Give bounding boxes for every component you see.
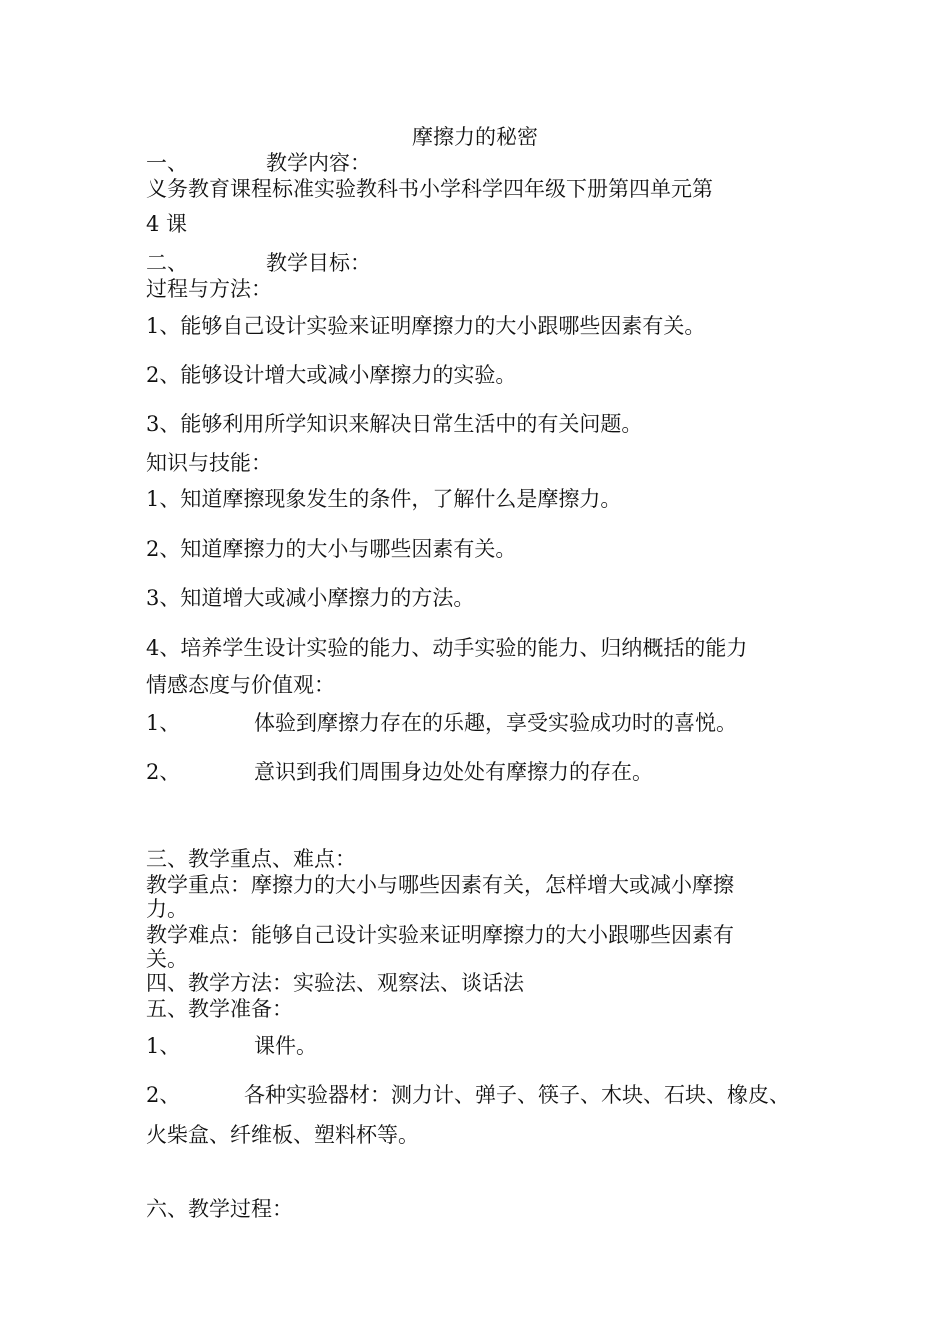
section-2-heading — [146, 250, 371, 276]
item-number: 2、 — [146, 1083, 181, 1107]
process-item-3: 3、能够利用所学知识来解决日常生活中的有关问题。 — [146, 412, 643, 436]
process-item-1: 1、能够自己设计实验来证明摩擦力的大小跟哪些因素有关。 — [146, 314, 706, 338]
emotion-item-2 — [146, 759, 653, 785]
section-number: 二、 — [146, 251, 188, 275]
section-number: 一、 — [146, 151, 188, 175]
section-title: 教学内容： — [266, 151, 371, 175]
knowledge-item-1: 1、知道摩擦现象发生的条件，了解什么是摩擦力。 — [146, 487, 622, 511]
prep-line-3: 火柴盒、纤维板、塑料杯等。 — [146, 1123, 419, 1147]
item-number: 1、 — [146, 711, 181, 735]
focus-line-2: 力。 — [146, 897, 188, 921]
item-number: 2、 — [146, 760, 181, 784]
document-title: 摩擦力的秘密 — [412, 125, 538, 149]
knowledge-heading: 知识与技能： — [146, 451, 272, 475]
section-5-heading: 五、教学准备： — [146, 997, 293, 1021]
section-title: 教学目标： — [266, 251, 371, 275]
knowledge-item-3: 3、知道增大或减小摩擦力的方法。 — [146, 586, 475, 610]
emotion-item-1 — [146, 710, 737, 736]
item-text: 体验到摩擦力存在的乐趣，享受实验成功时的喜悦。 — [254, 711, 737, 735]
process-item-2: 2、能够设计增大或减小摩擦力的实验。 — [146, 363, 517, 387]
item-text: 意识到我们周围身边处处有摩擦力的存在。 — [254, 760, 653, 784]
difficulty-line-1: 教学难点：能够自己设计实验来证明摩擦力的大小跟哪些因素有 — [146, 923, 734, 947]
section-6-heading: 六、教学过程： — [146, 1197, 293, 1221]
emotion-heading: 情感态度与价值观： — [146, 673, 335, 697]
prep-item-1 — [146, 1033, 317, 1059]
content-line-2: 4 课 — [146, 212, 188, 236]
section-1-heading — [146, 150, 371, 176]
prep-item-2 — [146, 1082, 790, 1108]
content-line-1: 义务教育课程标准实验教科书小学科学四年级下册第四单元第 — [146, 177, 713, 201]
item-number: 1、 — [146, 1034, 181, 1058]
section-3-heading: 三、教学重点、难点： — [146, 847, 356, 871]
item-text: 课件。 — [254, 1034, 317, 1058]
process-heading: 过程与方法： — [146, 277, 272, 301]
knowledge-item-2: 2、知道摩擦力的大小与哪些因素有关。 — [146, 537, 517, 561]
focus-line-1: 教学重点：摩擦力的大小与哪些因素有关，怎样增大或减小摩擦 — [146, 873, 734, 897]
difficulty-line-2: 关。 — [146, 947, 188, 971]
section-4: 四、教学方法：实验法、观察法、谈话法 — [146, 971, 524, 995]
knowledge-item-4: 4、培养学生设计实验的能力、动手实验的能力、归纳概括的能力 — [146, 636, 748, 660]
item-text: 各种实验器材：测力计、弹子、筷子、木块、石块、橡皮、 — [244, 1083, 790, 1107]
